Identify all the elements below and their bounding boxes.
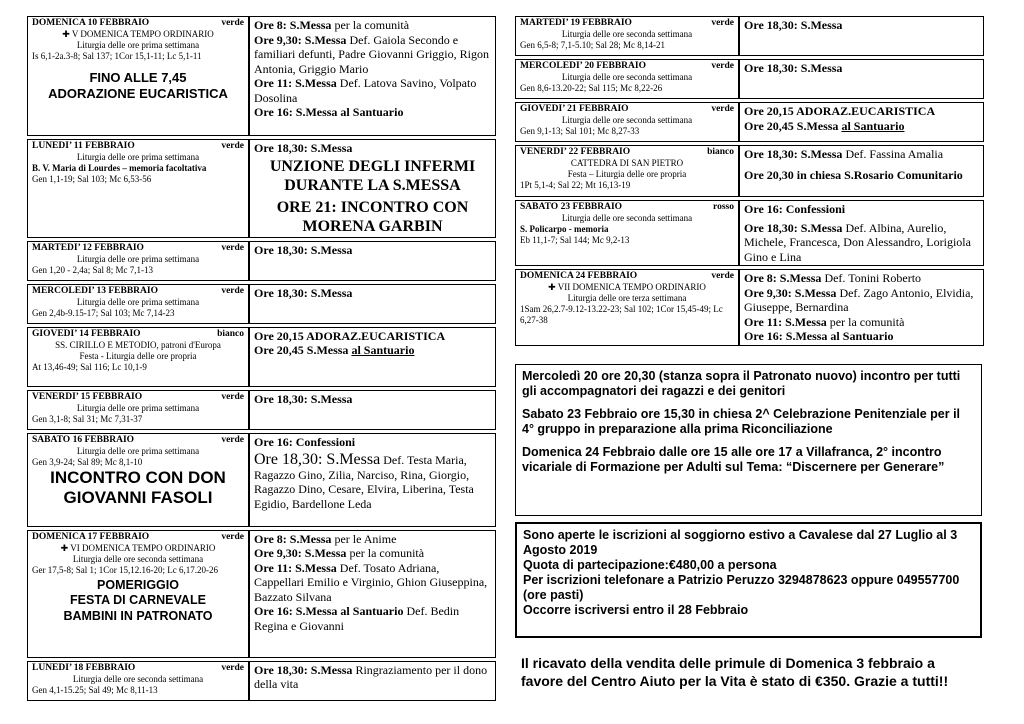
events-cell [739,145,984,197]
event-line [254,663,491,692]
event-line [254,435,491,450]
event-text: per la comunità [331,18,410,32]
event-time: Ore 18,30: S.Messa [254,242,353,257]
day-info-cell [27,390,249,430]
events-cell [739,16,984,56]
readings: Gen 4,1-15.25; Sal 49; Mc 8,11-13 [32,684,158,695]
event-text: per la comunità [346,546,425,560]
day-header [32,663,244,674]
highlight-mass [254,453,491,511]
day-row [27,661,496,701]
event-time: Ore 16: Confessioni [744,202,846,216]
liturgical-color: verde [221,391,244,402]
events-cell [739,102,984,142]
liturgy-line: Liturgia delle ore prima settimana [76,152,200,162]
day-date: DOMENICA 24 FEBBRAIO [520,271,638,281]
liturgical-color: verde [711,271,734,281]
liturgy-line: CATTEDRA DI SAN PIETRO [570,158,684,168]
highlight-text: ADORAZIONE EUCARISTICA [48,86,228,101]
readings: Ger 17,5-8; Sal 1; 1Cor 15,12.16-20; Lc 6,17.20-26 [32,564,218,575]
summer-stay-line-2: Quota di partecipazione:€480,00 a persona [523,558,777,572]
liturgical-color: verde [221,18,244,28]
liturgical-color: verde [221,531,244,542]
day-header [520,61,734,72]
announcements-box [515,364,982,516]
liturgy-line: Liturgia delle ore prima settimana [76,445,200,456]
event-line [254,604,491,633]
day-header [32,141,244,152]
day-date: LUNEDI’ 18 FEBBRAIO [32,662,136,673]
liturgy-line: Liturgia delle ore seconda settimana [561,213,693,223]
liturgy-line: Festa – Liturgia delle ore propria [567,169,687,179]
liturgy-line: Liturgia delle ore prima settimana [76,296,200,307]
event-text: Def. Albina, Aurelio, Michele, Francesca, Don Alessandro, Lorigiola Gino e Lina [744,220,971,264]
event-time: Ore 20,30 in chiesa S.Rosario Comunitario [744,167,963,182]
summer-stay-line-1: Sono aperte le iscrizioni al soggiorno estivo a Cavalese dal 27 Luglio al 3 Agosto 2019 [523,528,958,557]
day-header [32,392,244,403]
day-info-cell [27,241,249,281]
events-cell [739,59,984,99]
day-info-cell [27,139,249,238]
highlight-text: FESTA DI CARNEVALE [70,593,206,607]
day-date: MARTEDI’ 19 FEBBRAIO [520,18,632,28]
liturgy-line: Liturgia delle ore seconda settimana [72,553,204,564]
day-info-cell [515,269,739,346]
event-time: Ore 9,30: S.Messa [254,546,347,560]
day-date: SABATO 23 FEBBRAIO [520,202,623,212]
day-date: DOMENICA 17 FEBBRAIO [32,531,150,542]
event-line [254,243,491,258]
day-row [27,241,496,281]
event-line [254,105,491,120]
event-time: Ore 20,15 ADORAZ.EUCARISTICA [254,328,446,343]
primule-notice [515,644,982,710]
event-line [744,119,979,134]
highlight-text: INCONTRO CON DON GIOVANNI FASOLI [50,467,226,507]
event-line [254,532,491,547]
liturgical-color: verde [221,285,244,296]
day-header [520,271,734,282]
readings: Eb 11,1-7; Sal 144; Mc 9,2-13 [520,235,630,245]
day-info-cell [515,200,739,266]
event-line [254,141,491,156]
events-cell [249,327,496,387]
event-line [254,286,491,301]
day-info-cell [27,433,249,527]
event-line [254,546,491,561]
events-cell [249,390,496,430]
event-place: al Santuario [841,118,905,133]
event-line [744,18,979,33]
day-date: GIOVEDI’ 14 FEBBRAIO [32,328,141,339]
event-text: Def. Gaiola Secondo e familiari defunti, Padre Giovanni Griggio, Rigon Antonia, Griggio Mario [254,32,489,76]
day-row [515,145,984,197]
event-time: Ore 11: S.Messa [254,76,337,90]
highlight-text: POMERIGGIO [97,577,179,592]
event-line [254,329,491,344]
liturgy-line: Liturgia delle ore terza settimana [567,293,687,303]
event-time: Ore 20,45 S.Messa [254,343,352,357]
event-time: Ore 20,15 ADORAZ.EUCARISTICA [744,104,936,118]
day-info-cell [27,661,249,701]
announcement-3: Domenica 24 Febbraio dalle ore 15 alle ore 17 a Villafranca, 2° incontro vicariale di Formazione per Adulti sul Tema: “Discernere per Generare” [522,445,945,474]
event-line [254,392,491,407]
day-date: DOMENICA 10 FEBBRAIO [32,18,150,28]
event-line [744,202,979,217]
highlight-event: ORE 21: INCONTRO CON MORENA GARBIN [276,198,469,235]
liturgical-color: verde [711,61,734,71]
day-date: GIOVEDI’ 21 FEBBRAIO [520,104,629,114]
event-line [744,271,979,286]
readings: Gen 6,5-8; 7,1-5.10; Sal 28; Mc 8,14-21 [520,40,665,50]
readings: At 13,46-49; Sal 116; Lc 10,1-9 [32,361,147,372]
feast-line: S. Policarpo - memoria [520,224,609,234]
day-row [515,200,984,266]
event-time: Ore 11: S.Messa [254,560,337,575]
events-cell [249,530,496,658]
day-info-cell [515,16,739,56]
day-row [27,530,496,658]
event-line [254,343,491,358]
day-row [515,59,984,99]
event-line [254,33,491,77]
liturgy-line: Liturgia delle ore seconda settimana [561,72,693,82]
liturgical-color: verde [711,18,734,28]
day-row [27,139,496,238]
liturgy-line: Liturgia delle ore prima settimana [76,40,200,50]
event-time: Ore 8: S.Messa [744,271,822,285]
events-cell [249,433,496,527]
liturgy-line: Liturgia delle ore prima settimana [76,402,200,413]
event-text: Def. Tosato Adriana, Cappellari Emilio e Virginio, Ghion Giuseppina, Bazzato Silvana [254,560,488,604]
liturgy-line: SS. CIRILLO E METODIO, patroni d'Europa [55,339,221,350]
liturgy-line: Liturgia delle ore seconda settimana [561,29,693,39]
liturgy-line: Liturgia delle ore prima settimana [76,253,200,264]
day-info-cell [515,59,739,99]
day-header [32,18,244,29]
event-time: Ore 9,30: S.Messa [744,285,837,300]
event-time: Ore 18,30: S.Messa [254,285,353,300]
liturgy-line: Festa - Liturgia delle ore propria [79,350,197,361]
event-line [744,147,979,162]
day-header [520,147,734,158]
day-row [515,16,984,56]
event-time: Ore 18,30: S.Messa [744,61,843,75]
event-line [744,315,979,330]
event-line [744,168,979,183]
announcement-1: Mercoledì 20 ore 20,30 (stanza sopra il Patronato nuovo) incontro per tutti gli accompagnatori dei ragazzi e dei genitori [522,369,961,398]
day-header [520,18,734,29]
liturgical-color: bianco [707,147,734,157]
event-text: Def. Zago Antonio, Elvidia, Giuseppe, Bernardina [744,285,974,314]
day-info-cell [515,102,739,142]
liturgy-line: ✚ V DOMENICA TEMPO ORDINARIO [62,29,214,39]
event-place: al Santuario [351,343,415,357]
day-date: MERCOLEDI’ 13 FEBBRAIO [32,285,158,296]
summer-stay-line-3: Per iscrizioni telefonare a Patrizio Peruzzo 3294878623 oppure 049557700 (ore pasti) [523,573,960,602]
liturgical-color: rosso [713,202,734,212]
event-time: Ore 16: S.Messa al Santuario [254,105,404,119]
liturgy-line: Liturgia delle ore seconda settimana [561,115,693,125]
left-column [27,13,496,704]
day-info-cell [27,530,249,658]
event-line [744,286,979,315]
readings: Gen 3,9-24; Sal 89; Mc 8,1-10 [32,456,143,467]
liturgical-color: bianco [217,328,244,339]
liturgy-line: Liturgia delle ore seconda settimana [72,673,204,684]
event-text: Def. Tonini Roberto [821,271,922,285]
announcement-2: Sabato 23 Febbraio ore 15,30 in chiesa 2^ Celebrazione Penitenziale per il 4° gruppo in preparazione alla prima Riconciliazione [522,407,961,436]
feast-line: B. V. Maria di Lourdes – memoria facoltativa [32,163,207,173]
day-info-cell [27,16,249,136]
readings: Gen 9,1-13; Sal 101; Mc 8,27-33 [520,126,640,136]
day-row [27,327,496,387]
right-column [515,13,984,349]
readings: Gen 8,6-13.20-22; Sal 115; Mc 8,22-26 [520,83,663,93]
events-cell [739,269,984,346]
day-header [32,329,244,340]
day-date: MERCOLEDI’ 20 FEBBRAIO [520,61,646,71]
day-header [32,243,244,254]
events-cell [249,661,496,701]
event-text: Def. Latova Savino, Volpato Dosolina [254,76,477,105]
liturgical-color: verde [221,141,244,151]
readings: 1Pt 5,1-4; Sal 22; Mt 16,13-19 [520,180,631,190]
events-cell [249,139,496,238]
event-text: per la comunità [826,314,905,329]
event-time: Ore 20,45 S.Messa [744,118,842,133]
events-cell [249,284,496,324]
event-text: Def. Bedin Regina e Giovanni [254,604,460,633]
day-header [32,532,244,543]
readings: Is 6,1-2a.3-8; Sal 137; 1Cor 15,1-11; Lc 5,1-11 [32,51,202,61]
events-cell [249,241,496,281]
readings: Gen 1,1-19; Sal 103; Mc 6,53-56 [32,174,152,184]
liturgy-line: ✚ VII DOMENICA TEMPO ORDINARIO [548,282,706,292]
event-time: Ore 18,30: S.Messa [254,451,381,468]
event-time: Ore 8: S.Messa [254,531,332,546]
day-info-cell [27,327,249,387]
event-time: Ore 18,30: S.Messa [254,662,353,677]
readings: Gen 3,1-8; Sal 31; Mc 7,31-37 [32,413,143,424]
primule-text: Il ricavato della vendita delle primule di Domenica 3 febbraio a favore del Centro Aiuto per la Vita è stato di €350. Grazie a tutti!! [521,655,949,689]
day-row [515,102,984,142]
day-date: VENERDI’ 22 FEBBRAIO [520,147,631,157]
day-row [27,390,496,430]
day-header [520,202,734,213]
events-cell [739,200,984,266]
readings: Gen 1,20 - 2,4a; Sal 8; Mc 7,1-13 [32,264,153,275]
event-text: Ringraziamento per il dono della vita [254,662,488,691]
event-text: per le Anime [331,531,397,546]
event-time: Ore 11: S.Messa [744,314,827,329]
event-time: Ore 16: S.Messa al Santuario [254,604,404,618]
event-time: Ore 18,30: S.Messa [254,141,353,155]
day-date: SABATO 16 FEBBRAIO [32,434,135,445]
event-text: Def. Fassina Amalia [842,147,944,161]
event-time: Ore 18,30: S.Messa [744,147,843,161]
day-header [32,286,244,297]
highlight-text: BAMBINI IN PATRONATO [63,608,213,623]
readings: 1Sam 26,2.7-9.12-13.22-23; Sal 102; 1Cor 15,45-49; Lc 6,27-38 [520,304,723,325]
day-date: LUNEDI’ 11 FEBBRAIO [32,141,135,151]
liturgical-color: verde [221,242,244,253]
event-time: Ore 9,30: S.Messa [254,32,347,47]
day-date: VENERDI’ 15 FEBBRAIO [32,391,143,402]
readings: Gen 2,4b-9.15-17; Sal 103; Mc 7,14-23 [32,307,175,318]
day-date: MARTEDI’ 12 FEBBRAIO [32,242,144,253]
event-line [254,76,491,105]
summer-stay-line-4: Occorre iscriversi entro il 28 Febbraio [523,603,749,617]
event-time: Ore 18,30: S.Messa [254,391,353,406]
day-row [515,269,984,346]
event-line [744,61,979,76]
event-line [744,104,979,119]
event-time: Ore 18,30: S.Messa [744,18,843,32]
highlight-event: UNZIONE DEGLI INFERMI DURANTE LA S.MESSA [269,157,476,194]
day-row [27,16,496,136]
day-info-cell [27,284,249,324]
liturgical-color: verde [711,104,734,114]
event-time: Ore 8: S.Messa [254,18,332,32]
liturgical-color: verde [221,662,244,673]
day-header [32,435,244,446]
event-time: Ore 16: S.Messa al Santuario [744,329,894,343]
day-info-cell [515,145,739,197]
left-schedule-table [27,13,496,704]
day-header [520,104,734,115]
event-line [254,561,491,605]
events-cell [249,16,496,136]
event-line [744,221,979,265]
summer-stay-box [515,522,982,638]
event-time: Ore 18,30: S.Messa [744,220,843,235]
event-time: Ore 16: Confessioni [254,434,356,449]
liturgical-color: verde [221,434,244,445]
day-row [27,284,496,324]
liturgy-line: ✚ VI DOMENICA TEMPO ORDINARIO [60,542,216,553]
event-line [744,329,979,344]
day-row [27,433,496,527]
right-schedule-table [515,13,984,349]
event-text: Def. Testa Maria, Ragazzo Gino, Zilia, Narciso, Rina, Giorgio, Ragazzo Dino, Cesare, Elvira, Liberina, Testa Egidio, Bardellone Leda [254,453,474,511]
highlight-text: FINO ALLE 7,45 [89,70,187,85]
event-line [254,18,491,33]
